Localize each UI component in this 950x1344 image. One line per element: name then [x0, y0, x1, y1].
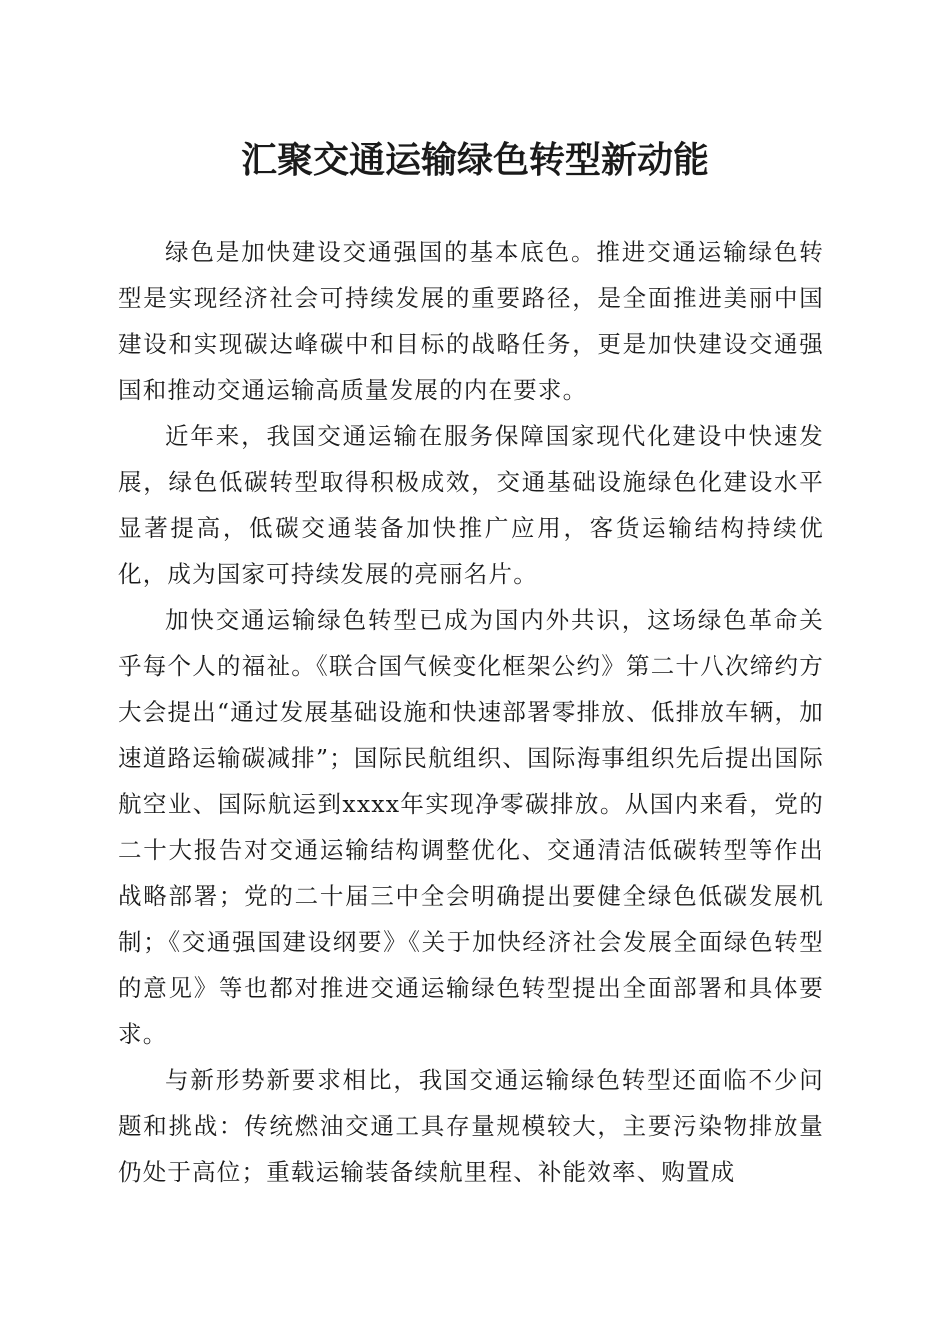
paragraph-1: 绿色是加快建设交通强国的基本底色。推进交通运输绿色转型是实现经济社会可持续发展的重要路径，是全面推进美丽中国建设和实现碳达峰碳中和目标的战略任务，更是加快建设交通强国和推动交通运输高质量发展的内在要求。 — [118, 238, 824, 404]
paragraph-2: 近年来，我国交通运输在服务保障国家现代化建设中快速发展，绿色低碳转型取得积极成效，交通基础设施绿色化建设水平显著提高，低碳交通装备加快推广应用，客货运输结构持续优化，成为国家可持续发展的亮丽名片。 — [118, 422, 824, 588]
paragraph-4: 与新形势新要求相比，我国交通运输绿色转型还面临不少问题和挑战：传统燃油交通工具存量规模较大，主要污染物排放量仍处于高位；重载运输装备续航里程、补能效率、购置成 — [118, 1066, 824, 1186]
paragraph-3: 加快交通运输绿色转型已成为国内外共识，这场绿色革命关乎每个人的福祉。《联合国气候变化框架公约》第二十八次缔约方大会提出“通过发展基础设施和快速部署零排放、低排放车辆，加速道路运输碳减排”；国际民航组织、国际海事组织先后提出国际航空业、国际航运到xxxx年实现净零碳排放。从国内来看，党的二十大报告对交通运输结构调整优化、交通清洁低碳转型等作出战略部署；党的二十届三中全会明确提出要健全绿色低碳发展机制；《交通强国建设纲要》《关于加快经济社会发展全面绿色转型的意见》等也都对推进交通运输绿色转型提出全面部署和具体要求。 — [118, 606, 824, 1048]
document-body — [118, 229, 824, 1195]
document-title: 汇聚交通运输绿色转型新动能 — [240, 139, 709, 181]
